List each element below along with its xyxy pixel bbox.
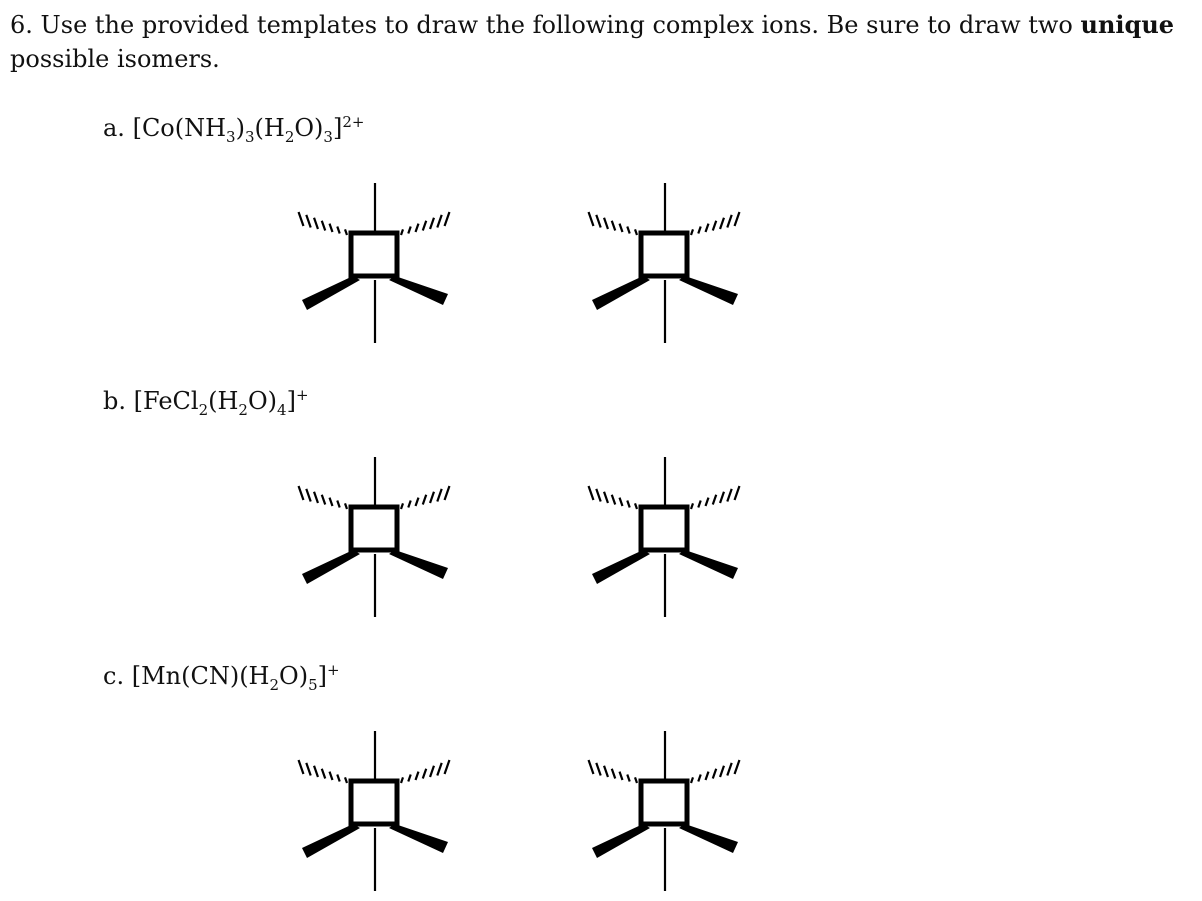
hashed-bond-left <box>299 486 347 509</box>
formula-token: O) <box>279 662 309 690</box>
hashed-bond-left <box>589 760 637 783</box>
wedge-bond-right <box>679 550 738 579</box>
hashed-bond-left <box>589 486 637 509</box>
metal-center-box <box>351 507 397 550</box>
formula-token: ) <box>235 114 245 142</box>
hashed-bond-right <box>691 212 739 235</box>
metal-center-box <box>351 233 397 276</box>
wedge-bond-right <box>679 824 738 853</box>
formula-token: 2 <box>269 675 280 694</box>
formula-token: 3 <box>244 127 255 146</box>
formula-token: 3 <box>323 127 333 146</box>
part-letter: c. <box>103 662 132 690</box>
octahedral-template <box>575 457 755 627</box>
wedge-bond-right <box>389 550 448 579</box>
octahedral-template <box>285 457 465 627</box>
formula-token: [FeCl <box>133 387 199 415</box>
octahedral-template <box>575 731 755 901</box>
metal-center-box <box>351 781 397 824</box>
formula-token: + <box>295 386 309 404</box>
hashed-bond-left <box>589 212 637 235</box>
formula-token: 5 <box>308 675 318 694</box>
octahedral-template <box>285 183 465 353</box>
formula-token: + <box>327 661 340 679</box>
metal-center-box <box>641 507 687 550</box>
part-letter: b. <box>103 387 134 415</box>
hashed-bond-left <box>299 212 347 235</box>
part-label-a <box>103 113 365 146</box>
formula-token: (H <box>208 387 239 415</box>
wedge-bond-right <box>389 276 448 305</box>
formula-token: (H <box>254 114 285 142</box>
formula-token: ] <box>317 662 327 690</box>
question-prompt <box>10 8 1198 76</box>
hashed-bond-left <box>299 760 347 783</box>
wedge-bond-left <box>302 550 360 584</box>
wedge-bond-left <box>302 276 360 310</box>
hashed-bond-right <box>401 486 449 509</box>
octahedral-template <box>285 731 465 901</box>
formula-token: 2+ <box>342 113 365 131</box>
formula-token: O) <box>247 387 278 415</box>
part-label-b <box>103 386 309 419</box>
formula-token: 2 <box>284 127 295 146</box>
hashed-bond-right <box>691 760 739 783</box>
metal-center-box <box>641 781 687 824</box>
part-letter: a. <box>103 114 133 142</box>
hashed-bond-right <box>691 486 739 509</box>
part-label-c <box>103 661 340 694</box>
octahedral-template <box>575 183 755 353</box>
wedge-bond-left <box>592 550 650 584</box>
wedge-bond-left <box>302 824 360 858</box>
formula-token: 2 <box>238 400 248 419</box>
wedge-bond-right <box>679 276 738 305</box>
hashed-bond-right <box>401 212 449 235</box>
formula-token: 4 <box>277 400 287 419</box>
question-emphasis: unique <box>1080 10 1175 39</box>
question-text: Use the provided templates to draw the following complex ions. Be sure to draw two <box>32 11 1081 39</box>
wedge-bond-left <box>592 276 650 310</box>
complex-formula <box>133 386 309 419</box>
formula-token: ] <box>332 114 343 142</box>
hashed-bond-right <box>401 760 449 783</box>
formula-token: ] <box>286 387 296 415</box>
wedge-bond-right <box>389 824 448 853</box>
formula-token: 2 <box>198 400 209 419</box>
formula-token: O) <box>294 114 324 142</box>
question-text-end: possible isomers. <box>10 45 220 73</box>
complex-formula <box>131 661 340 694</box>
formula-token: [Mn(CN)(H <box>131 662 270 690</box>
complex-formula <box>132 113 365 146</box>
formula-token: [Co(NH <box>132 114 227 142</box>
wedge-bond-left <box>592 824 650 858</box>
question-number: 6. <box>10 11 33 39</box>
metal-center-box <box>641 233 687 276</box>
formula-token: 3 <box>226 127 236 146</box>
